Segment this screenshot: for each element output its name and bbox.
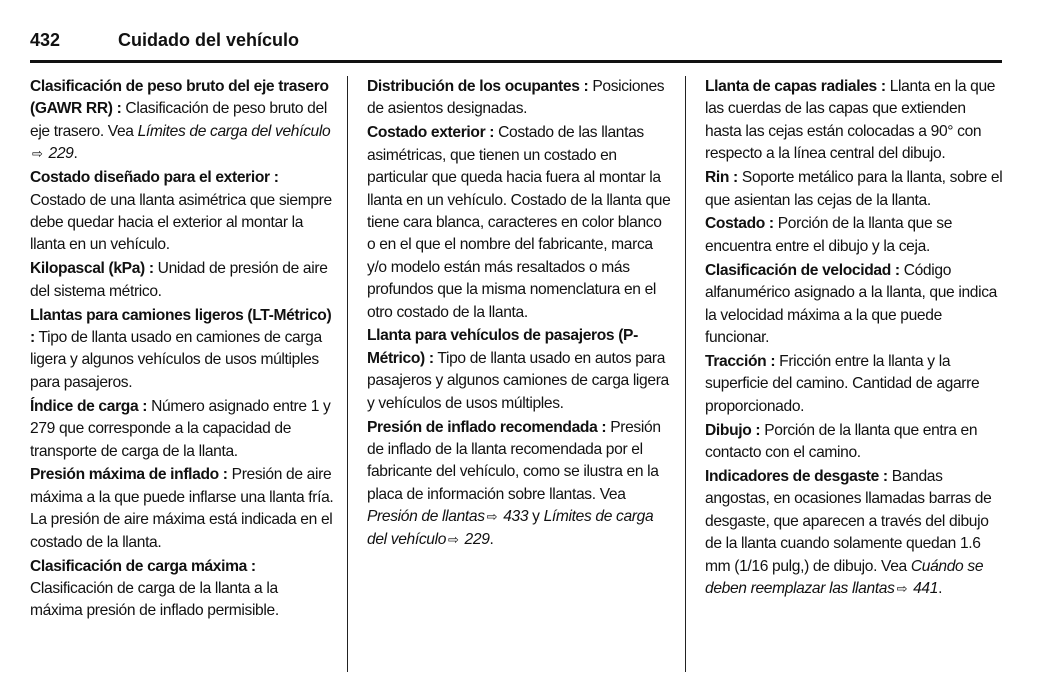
page-arrow-icon: ⇨ — [32, 146, 43, 162]
entry-definition: Clasificación de peso bruto del eje trasero. Vea — [30, 100, 327, 140]
entry-tail: . — [938, 579, 943, 597]
entry-definition: Llanta en la que las cuerdas de las capas que extienden hasta las cejas están colocadas a 90° con respecto a la línea central del dibujo. — [705, 78, 996, 163]
column-1 — [30, 76, 334, 624]
glossary-entry — [705, 260, 1005, 350]
entry-term: Llantas para camiones ligeros (LT-Métrico) : — [30, 306, 332, 346]
glossary-entry — [30, 396, 334, 463]
glossary-entry — [705, 351, 1005, 418]
entry-term: Distribución de los ocupantes : — [367, 78, 589, 95]
column-divider — [685, 76, 686, 672]
entry-definition: Tipo de llanta usado en camiones de carga ligera y algunos vehículos de usos múltiples para pasajeros. — [30, 328, 322, 391]
entry-term: Llanta para vehículos de pasajeros (P-Métrico) : — [367, 327, 638, 367]
cross-reference-link[interactable]: Cuándo se deben reemplazar las llantas — [705, 557, 984, 597]
entry-term: Costado diseñado para el exterior : — [30, 169, 279, 187]
column-divider — [347, 76, 348, 672]
entry-definition: Porción de la llanta que entra en contacto con el camino. — [705, 421, 978, 461]
glossary-entry — [367, 325, 671, 415]
entry-definition: Porción de la llanta que se encuentra entre el dibujo y la ceja. — [705, 215, 953, 255]
entry-term: Costado exterior : — [367, 124, 495, 142]
entry-term: Dibujo : — [705, 421, 761, 439]
glossary-entry — [30, 305, 334, 395]
entry-definition: Clasificación de carga de la llanta a la máxima presión de inflado permisible. — [30, 579, 279, 620]
page-header — [30, 28, 1002, 63]
entry-term: Llanta de capas radiales : — [705, 78, 886, 95]
entry-term: Clasificación de carga máxima : — [30, 557, 256, 575]
entry-term: Clasificación de velocidad : — [705, 261, 900, 279]
entry-definition: Número asignado entre 1 y 279 que corresponde a la capacidad de transporte de carga de la llanta. — [30, 397, 331, 460]
page-arrow-icon: ⇨ — [896, 580, 908, 596]
glossary-entry — [705, 213, 1005, 258]
page-reference[interactable]: 433 — [499, 508, 529, 526]
entry-term: Costado : — [705, 215, 774, 233]
cross-reference-link[interactable]: Presión de llantas — [367, 508, 485, 526]
page-reference[interactable]: 229 — [460, 530, 490, 548]
entry-definition: Costado de una llanta asimétrica que siempre debe quedar hacia el exterior al montar la llanta en un vehículo. — [30, 191, 332, 254]
entry-definition: Posiciones de asientos designadas. — [367, 78, 665, 118]
page-reference[interactable]: 441 — [909, 579, 939, 597]
entry-definition: Soporte metálico para la llanta, sobre el que asientan las cejas de la llanta. — [705, 169, 1003, 209]
entry-connector: y — [528, 508, 544, 526]
entry-term: Kilopascal (kPa) : — [30, 260, 154, 278]
entry-definition: Unidad de presión de aire del sistema métrico. — [30, 260, 328, 300]
glossary-entry — [30, 76, 334, 166]
entry-term: Índice de carga : — [30, 397, 148, 415]
column-3 — [705, 76, 1005, 602]
page-arrow-icon: ⇨ — [486, 509, 498, 525]
entry-tail: . — [73, 145, 78, 163]
entry-definition: Tipo de llanta usado en autos para pasajeros y algunos camiones de carga ligera y vehículos de usos múltiples. — [367, 349, 669, 412]
entry-term: Indicadores de desgaste : — [705, 467, 888, 485]
glossary-entry — [367, 122, 671, 324]
page-reference[interactable]: 229 — [44, 145, 74, 163]
entry-definition: Costado de las llantas asimétricas, que tienen un costado en particular que queda hacia fuera al montar la llanta en un vehículo. Costado de la llanta que tiene cara blanca, caracteres en color blanco o en el que el nombre del fabricante, marca y/o modelo están más resaltados o más profundos que la misma nomenclatura en el otro costado de la llanta. — [367, 124, 671, 321]
entry-definition: Fricción entre la llanta y la superficie del camino. Cantidad de agarre proporcionado. — [705, 352, 980, 415]
glossary-entry — [30, 464, 334, 554]
entry-tail: . — [489, 530, 494, 548]
glossary-entry — [705, 76, 1005, 166]
glossary-entry — [705, 420, 1005, 465]
glossary-entry — [705, 466, 1005, 600]
glossary-entry — [30, 167, 334, 257]
glossary-entry — [30, 258, 334, 303]
entry-term: Presión de inflado recomendada : — [367, 418, 607, 436]
entry-definition: Código alfanumérico asignado a la llanta, que indica la velocidad máxima a la que puede funcionar. — [705, 261, 997, 346]
entry-term: Tracción : — [705, 352, 776, 370]
page-number: 432 — [30, 30, 61, 50]
cross-reference-link[interactable]: Límites de carga del vehículo — [137, 122, 331, 140]
entry-definition: Presión de inflado de la llanta recomendada por el fabricante del vehículo, como se ilustra en la placa de información sobre llantas. Vea — [367, 418, 661, 503]
entry-definition: Presión de aire máxima a la que puede inflarse una llanta fría. La presión de aire máxima está indicada en el costado de la llanta. — [30, 466, 334, 551]
glossary-entry — [705, 167, 1005, 212]
entry-term: Clasificación de peso bruto del eje trasero (GAWR RR) : — [30, 78, 329, 118]
column-2 — [367, 76, 671, 553]
glossary-entry — [30, 556, 334, 623]
entry-definition: Bandas angostas, en ocasiones llamadas barras de desgaste, que aparecen a través del dibujo de la llanta cuando solamente quedan 1.6 mm (1/16 pulg,) de dibujo. Vea — [705, 467, 992, 575]
entry-term: Rin : — [705, 169, 738, 187]
entry-term: Presión máxima de inflado : — [30, 466, 228, 484]
glossary-entry — [367, 76, 671, 121]
section-title: Cuidado del vehículo — [118, 30, 300, 50]
cross-reference-link[interactable]: Límites de carga del vehículo — [367, 508, 654, 548]
page-arrow-icon: ⇨ — [448, 531, 459, 547]
glossary-entry — [367, 417, 671, 551]
